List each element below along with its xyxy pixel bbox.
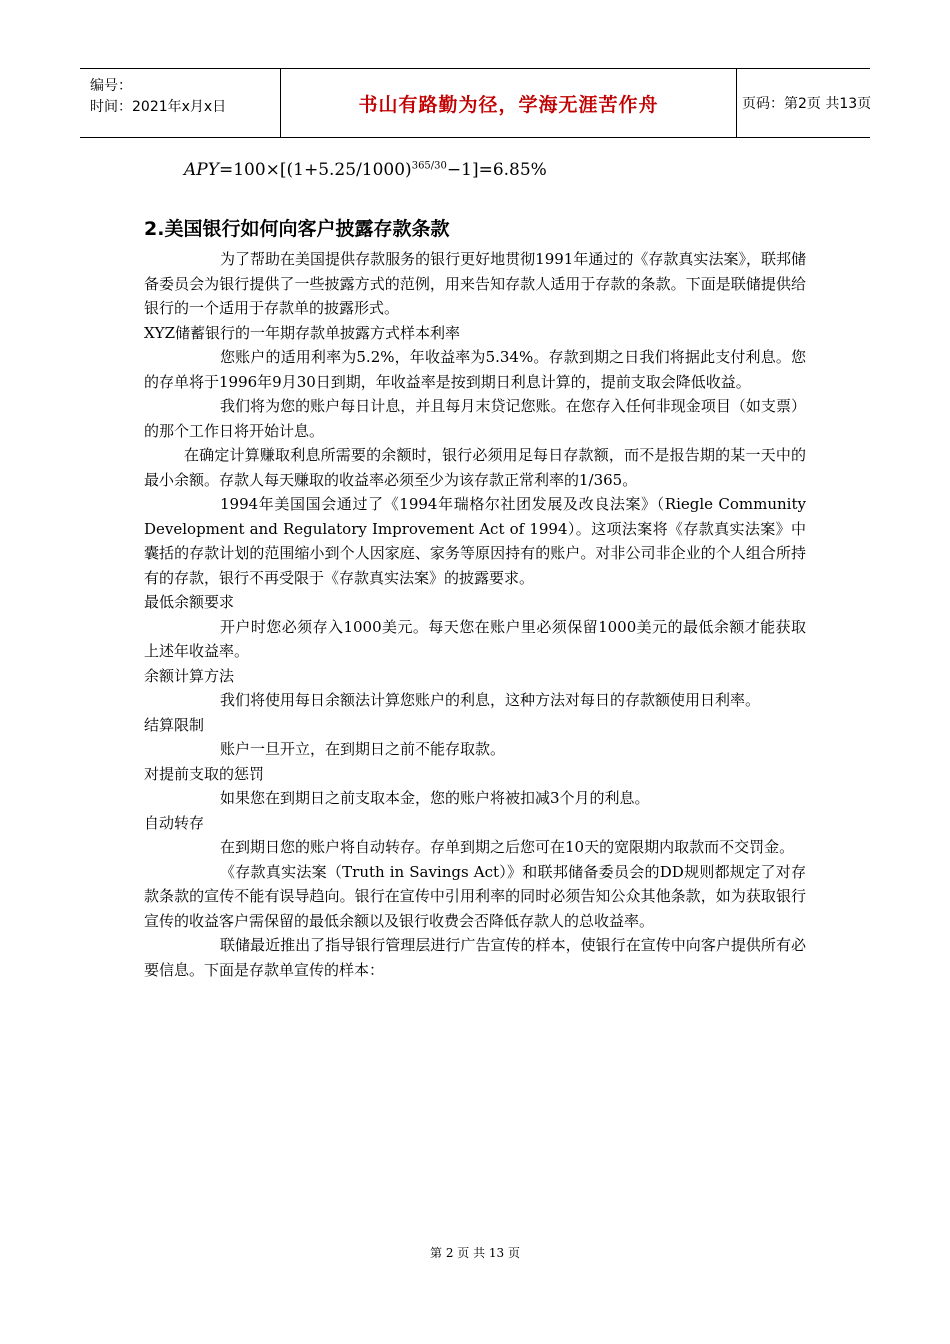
subheading: XYZ储蓄银行的一年期存款单披露方式样本利率 — [144, 323, 461, 342]
paragraph: 在确定计算赚取利息所需要的余额时，银行必须用足每日存款额，而不是报告期的某一天中的最小余额。存款人每天赚取的收益率必须至少为该存款正常利率的1/365。 — [144, 446, 806, 489]
page-number-label: 页码：第2页 共13页 — [742, 96, 872, 112]
section-title: 2.美国银行如何向客户披露存款条款 — [144, 218, 450, 240]
formula-body: =100×[(1+5.25/1000) — [218, 160, 412, 180]
paragraph: 如果您在到期日之前支取本金，您的账户将被扣减3个月的利息。 — [220, 789, 650, 807]
paragraph: 1994年美国国会通过了《1994年瑞格尔社团发展及改良法案》（Riegle Community Development and Regulatory Improvement Act of 1994）。这项法案将《存款真实法案》中囊括的存款计划的范围缩小到个人因家庭、家务等原因持有的账户。对非公司非企业的个人组合所持有的存款，银行不再受限于《存款真实法案》的披露要求。 — [144, 495, 806, 587]
formula-exponent: 365/30 — [411, 160, 447, 172]
paragraph: 联储最近推出了指导银行管理层进行广告宣传的样本，使银行在宣传中向客户提供所有必要信息。下面是存款单宣传的样本： — [144, 936, 806, 979]
subheading: 最低余额要求 — [144, 593, 235, 611]
header-table — [80, 68, 870, 138]
paragraph: 开户时您必须存入1000美元。每天您在账户里必须保留1000美元的最低余额才能获取上述年收益率。 — [144, 617, 806, 660]
header-page-cell — [736, 69, 876, 137]
page-footer: 第 2 页 共 13 页 — [430, 1246, 520, 1260]
paragraph: 我们将使用每日余额法计算您账户的利息，这种方法对每日的存款额使用日利率。 — [220, 691, 761, 709]
paragraph: 为了帮助在美国提供存款服务的银行更好地贯彻1991年通过的《存款真实法案》，联邦储备委员会为银行提供了一些披露方式的范例，用来告知存款人适用于存款的条款。下面是联储提供给银行的一个适用于存款单的披露形式。 — [144, 250, 806, 317]
header-left-cell — [80, 69, 280, 137]
paragraph: 《存款真实法案（Truth in Savings Act）》和联邦储备委员会的DD规则都规定了对存款条款的宣传不能有误导趋向。银行在宣传中引用利率的同时必须告知公众其他条款，如为获取银行宣传的收益客户需保留的最低余额以及银行收费会否降低存款人的总收益率。 — [144, 862, 806, 930]
paragraph: 您账户的适用利率为5.2%，年收益率为5.34%。存款到期之日我们将据此支付利息。您的存单将于1996年9月30日到期，年收益率是按到期日利息计算的，提前支取会降低收益。 — [144, 348, 806, 391]
subheading: 余额计算方法 — [144, 666, 235, 685]
paragraph: 账户一旦开立，在到期日之前不能存取款。 — [220, 740, 506, 758]
motto-text: 书山有路勤为径，学海无涯苦作舟 — [358, 93, 659, 116]
paragraph: 我们将为您的账户每日计息，并且每月末贷记您账。在您存入任何非现金项目（如支票）的那个工作日将开始计息。 — [144, 397, 806, 440]
formula-lhs: APY — [184, 160, 219, 180]
subheading: 自动转存 — [144, 813, 205, 832]
subheading: 对提前支取的惩罚 — [144, 764, 265, 783]
document-body — [144, 156, 806, 982]
apy-formula — [184, 160, 806, 194]
subheading: 结算限制 — [144, 715, 205, 734]
doc-time-label: 时间：2021年x月x日 — [90, 99, 227, 115]
doc-number-label: 编号： — [90, 78, 132, 94]
paragraph: 在到期日您的账户将自动转存。存单到期之后您可在10天的宽限期内取款而不交罚金。 — [220, 838, 795, 856]
formula-tail: −1]=6.85% — [446, 160, 547, 180]
header-motto-cell — [280, 69, 737, 137]
